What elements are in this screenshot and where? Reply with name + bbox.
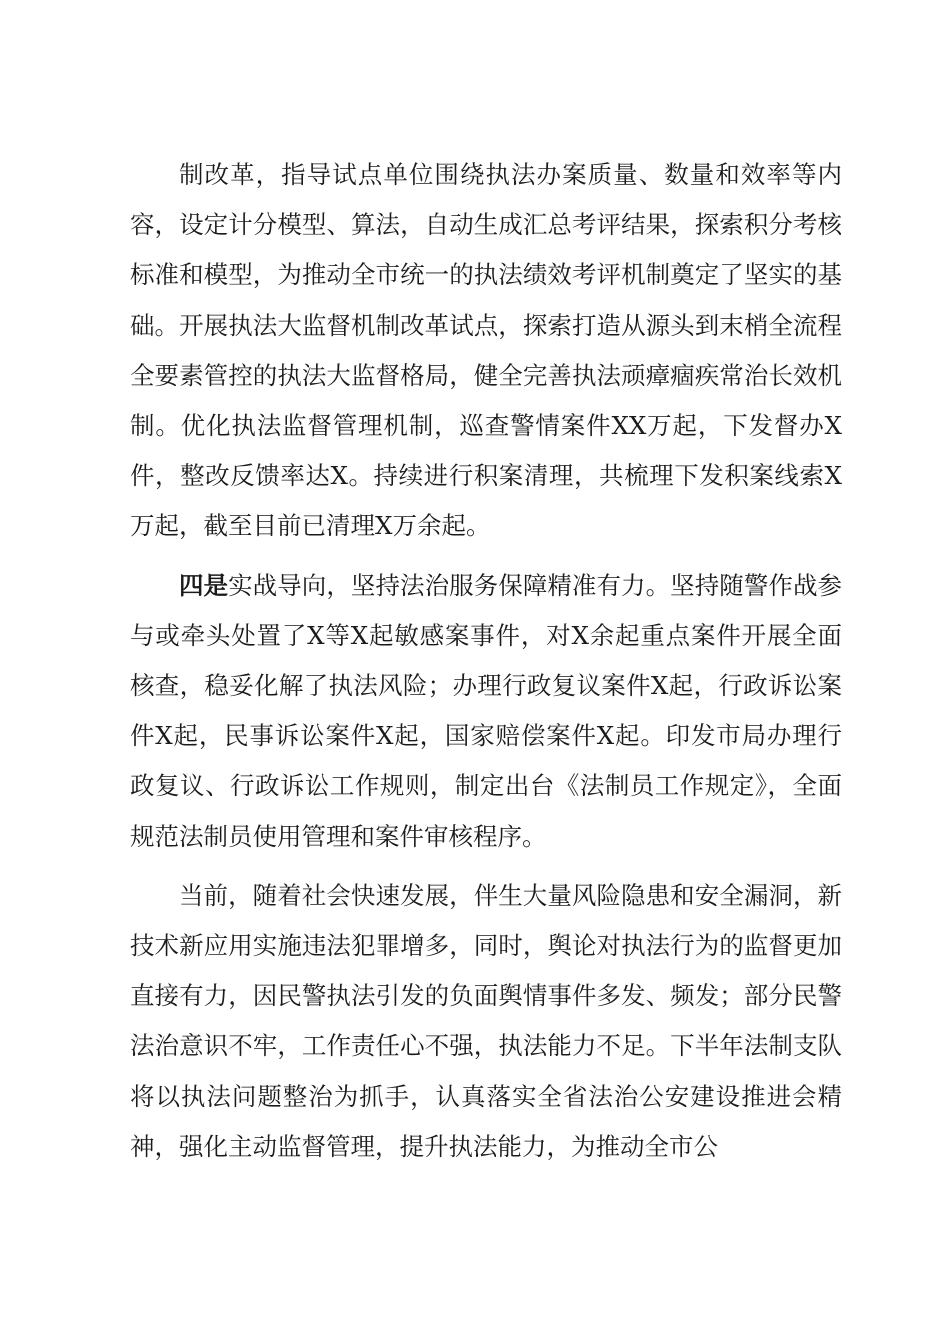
document-page (130, 150, 842, 1181)
paragraph-2-lead: 四是 (179, 570, 229, 600)
paragraph-3 (130, 871, 842, 1172)
paragraph-3-text: 当前，随着社会快速发展，伴生大量风险隐患和安全漏洞，新技术新应用实施违法犯罪增多，同时，舆论对执法行为的监督更加直接有力，因民警执法引发的负面舆情事件多发、频发；部分民警法治意识不牢，工作责任心不强，执法能力不足。下半年法制支队将以执法问题整治为抓手，认真落实全省法治公安建设推进会精神，强化主动监督管理，提升执法能力，为推动全市公 (130, 880, 842, 1161)
paragraph-1 (130, 150, 842, 552)
paragraph-2-text: 实战导向，坚持法治服务保障精准有力。坚持随警作战参与或牵头处置了X等X起敏感案事件，对X余起重点案件开展全面核查，稳妥化解了执法风险；办理行政复议案件X起，行政诉讼案件X起，民事诉讼案件X起，国家赔偿案件X起。印发市局办理行政复议、行政诉讼工作规则，制定出台《法制员工作规定》，全面规范法制员使用管理和案件审核程序。 (130, 570, 843, 851)
paragraph-2 (130, 561, 842, 862)
paragraph-1-text: 制改革，指导试点单位围绕执法办案质量、数量和效率等内容，设定计分模型、算法，自动生成汇总考评结果，探索积分考核标准和模型，为推动全市统一的执法绩效考评机制奠定了坚实的基础。开展执法大监督机制改革试点，探索打造从源头到末梢全流程全要素管控的执法大监督格局，健全完善执法顽瘴痼疾常治长效机制。优化执法监督管理机制，巡查警情案件XX万起，下发督办X件，整改反馈率达X。持续进行积案清理，共梳理下发积案线索X万起，截至目前已清理X万余起。 (130, 160, 842, 541)
